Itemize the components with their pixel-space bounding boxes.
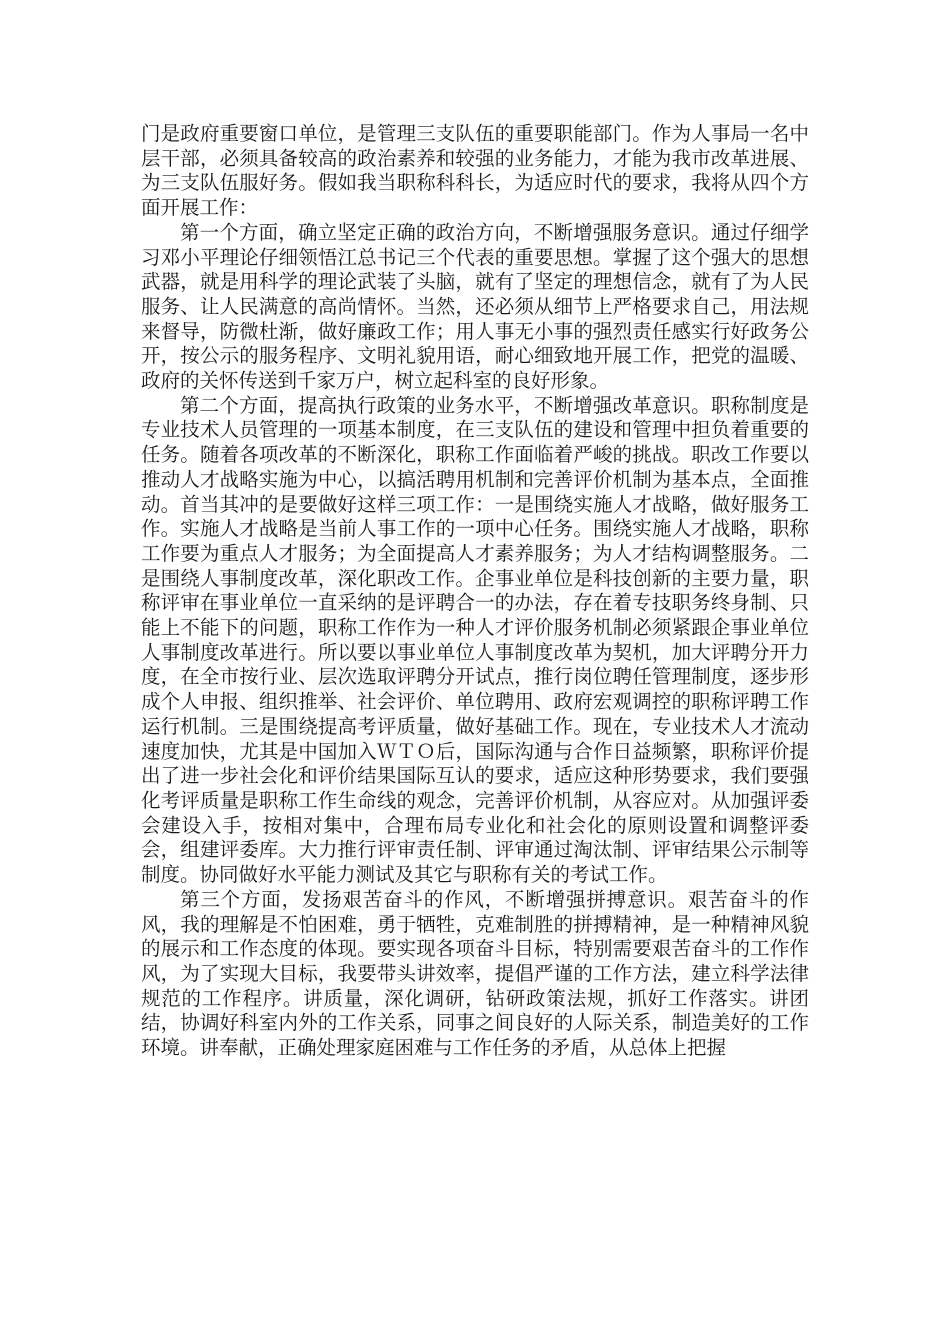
paragraph-second-aspect: 第二个方面，提高执行政策的业务水平，不断增强改革意识。职称制度是专业技术人员管理的一项基本制度，在三支队伍的建设和管理中担负着重要的任务。随着各项改革的不断深化，职称工作面临着严峻的挑战。职改工作要以推动人才战略实施为中心，以搞活聘用机制和完善评价机制为基本点，全面推动。首当其冲的是要做好这样三项工作：一是围绕实施人才战略，做好服务工作。实施人才战略是当前人事工作的一项中心任务。围绕实施人才战略，职称工作要为重点人才服务；为全面提高人才素养服务；为人才结构调整服务。二是围绕人事制度改革，深化职改工作。企事业单位是科技创新的主要力量，职称评审在事业单位一直采纳的是评聘合一的办法，存在着专技职务终身制、只能上不能下的问题，职称工作作为一种人才评价服务机制必须紧跟企事业单位人事制度改革进行。所以要以事业单位人事制度改革为契机，加大评聘分开力度，在全市按行业、层次选取评聘分开试点，推行岗位聘任管理制度，逐步形成个人申报、组织推举、社会评价、单位聘用、政府宏观调控的职称评聘工作运行机制。三是围绕提高考评质量，做好基础工作。现在，专业技术人才流动速度加快，尤其是中国加入ＷＴＯ后，国际沟通与合作日益频繁，职称评价提出了进一步社会化和评价结果国际互认的要求，适应这种形势要求，我们要强化考评质量是职称工作生命线的观念，完善评价机制，从容应对。从加强评委会建设入手，按相对集中，合理布局专业化和社会化的原则设置和调整评委会，组建评委库。大力推行评审责任制、评审通过淘汰制、评审结果公示制等制度。协同做好水平能力测试及其它与职称有关的考试工作。 (141, 393, 809, 887)
paragraph-third-aspect: 第三个方面，发扬艰苦奋斗的作风，不断增强拼搏意识。艰苦奋斗的作风，我的理解是不怕困难，勇于牺牲，克难制胜的拼搏精神，是一种精神风貌的展示和工作态度的体现。要实现各项奋斗目标，特别需要艰苦奋斗的工作作风，为了实现大目标，我要带头讲效率，提倡严谨的工作方法，建立科学法律规范的工作程序。讲质量，深化调研，钻研政策法规，抓好工作落实。讲团结，协调好科室内外的工作关系，同事之间良好的人际关系，制造美好的工作环境。讲奉献，正确处理家庭困难与工作任务的矛盾，从总体上把握 (141, 887, 809, 1060)
paragraph-first-aspect: 第一个方面，确立坚定正确的政治方向，不断增强服务意识。通过仔细学习邓小平理论仔细领悟江总书记三个代表的重要思想。掌握了这个强大的思想武器，就是用科学的理论武装了头脑，就有了坚定的理想信念，就有了为人民服务、让人民满意的高尚情怀。当然，还必须从细节上严格要求自己，用法规来督导，防微杜渐，做好廉政工作；用人事无小事的强烈责任感实行好政务公开，按公示的服务程序、文明礼貌用语，耐心细致地开展工作，把党的温暖、政府的关怀传送到千家万户，树立起科室的良好形象。 (141, 220, 809, 393)
paragraph-intro: 门是政府重要窗口单位，是管理三支队伍的重要职能部门。作为人事局一名中层干部，必须具备较高的政治素养和较强的业务能力，才能为我市改革进展、为三支队伍服好务。假如我当职称科科长，为适应时代的要求，我将从四个方面开展工作： (141, 122, 809, 220)
document-body (141, 122, 809, 1061)
